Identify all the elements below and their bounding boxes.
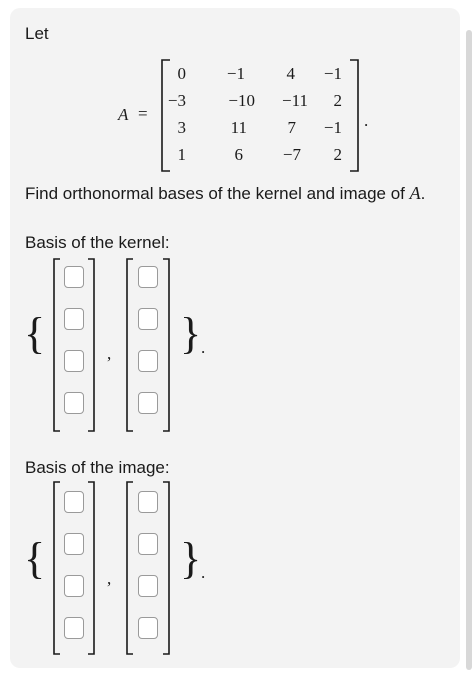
kernel-vector-2-entry-2[interactable] [138,308,158,330]
matrix-cell: −1 [323,64,342,83]
image-left-brace: { [24,534,46,583]
matrix-cell: −3 [167,91,186,110]
kernel-vector-1-entry-4[interactable] [64,392,84,414]
kernel-separator: , [107,344,112,363]
question-variable: A [409,183,421,203]
kernel-vector-2-left-bracket [125,258,135,433]
matrix-cell: −1 [226,64,245,83]
kernel-vector-1-entry-2[interactable] [64,308,84,330]
kernel-end-period: . [201,338,206,357]
image-vector-2-entry-3[interactable] [138,575,158,597]
question-text [25,183,425,204]
kernel-vector-1-entry-3[interactable] [64,350,84,372]
matrix-cell: 0 [177,64,186,83]
question-body: Find orthonormal bases of the kernel and image of [25,184,410,203]
kernel-vector-1-right-bracket [86,258,96,433]
kernel-left-brace: { [24,309,46,358]
matrix-right-bracket [348,58,360,173]
image-vector-1-left-bracket [52,481,62,656]
image-vector-2-entry-2[interactable] [138,533,158,555]
image-label: Basis of the image: [25,458,170,477]
kernel-vector-2-entry-3[interactable] [138,350,158,372]
matrix-cell: 2 [333,91,342,110]
kernel-vector-1-entry-1[interactable] [64,266,84,288]
image-vector-1-entry-4[interactable] [64,617,84,639]
image-vector-2-right-bracket [161,481,171,656]
kernel-right-brace: } [180,309,202,358]
kernel-label: Basis of the kernel: [25,233,170,252]
image-separator: , [107,569,112,588]
kernel-vector-2-right-bracket [161,258,171,433]
image-vector-1-entry-2[interactable] [64,533,84,555]
matrix-cell: −7 [282,145,301,164]
image-vector-1-entry-1[interactable] [64,491,84,513]
matrix-cell: −1 [323,118,342,137]
image-vector-1-entry-3[interactable] [64,575,84,597]
matrix-cell: −11 [282,91,308,110]
matrix-cell: 4 [286,64,295,83]
matrix-cell: 6 [234,145,243,164]
question-end: . [420,184,426,203]
image-vector-2-left-bracket [125,481,135,656]
intro-text: Let [25,24,49,43]
matrix-cell: 7 [287,118,296,137]
equals-sign: = [138,104,148,123]
matrix-end-period: . [364,111,369,130]
kernel-vector-1-left-bracket [52,258,62,433]
matrix-cell: 1 [177,145,186,164]
image-vector-2-entry-1[interactable] [138,491,158,513]
scrollbar[interactable] [466,30,472,670]
matrix-cell: −10 [228,91,255,110]
matrix-cell: 11 [230,118,247,137]
kernel-vector-2-entry-4[interactable] [138,392,158,414]
image-right-brace: } [180,534,202,583]
image-end-period: . [201,563,206,582]
question-card [10,8,460,668]
matrix-cell: 2 [333,145,342,164]
image-vector-1-right-bracket [86,481,96,656]
matrix-cell: 3 [177,118,186,137]
matrix-name: A [118,105,129,124]
image-vector-2-entry-4[interactable] [138,617,158,639]
kernel-vector-2-entry-1[interactable] [138,266,158,288]
